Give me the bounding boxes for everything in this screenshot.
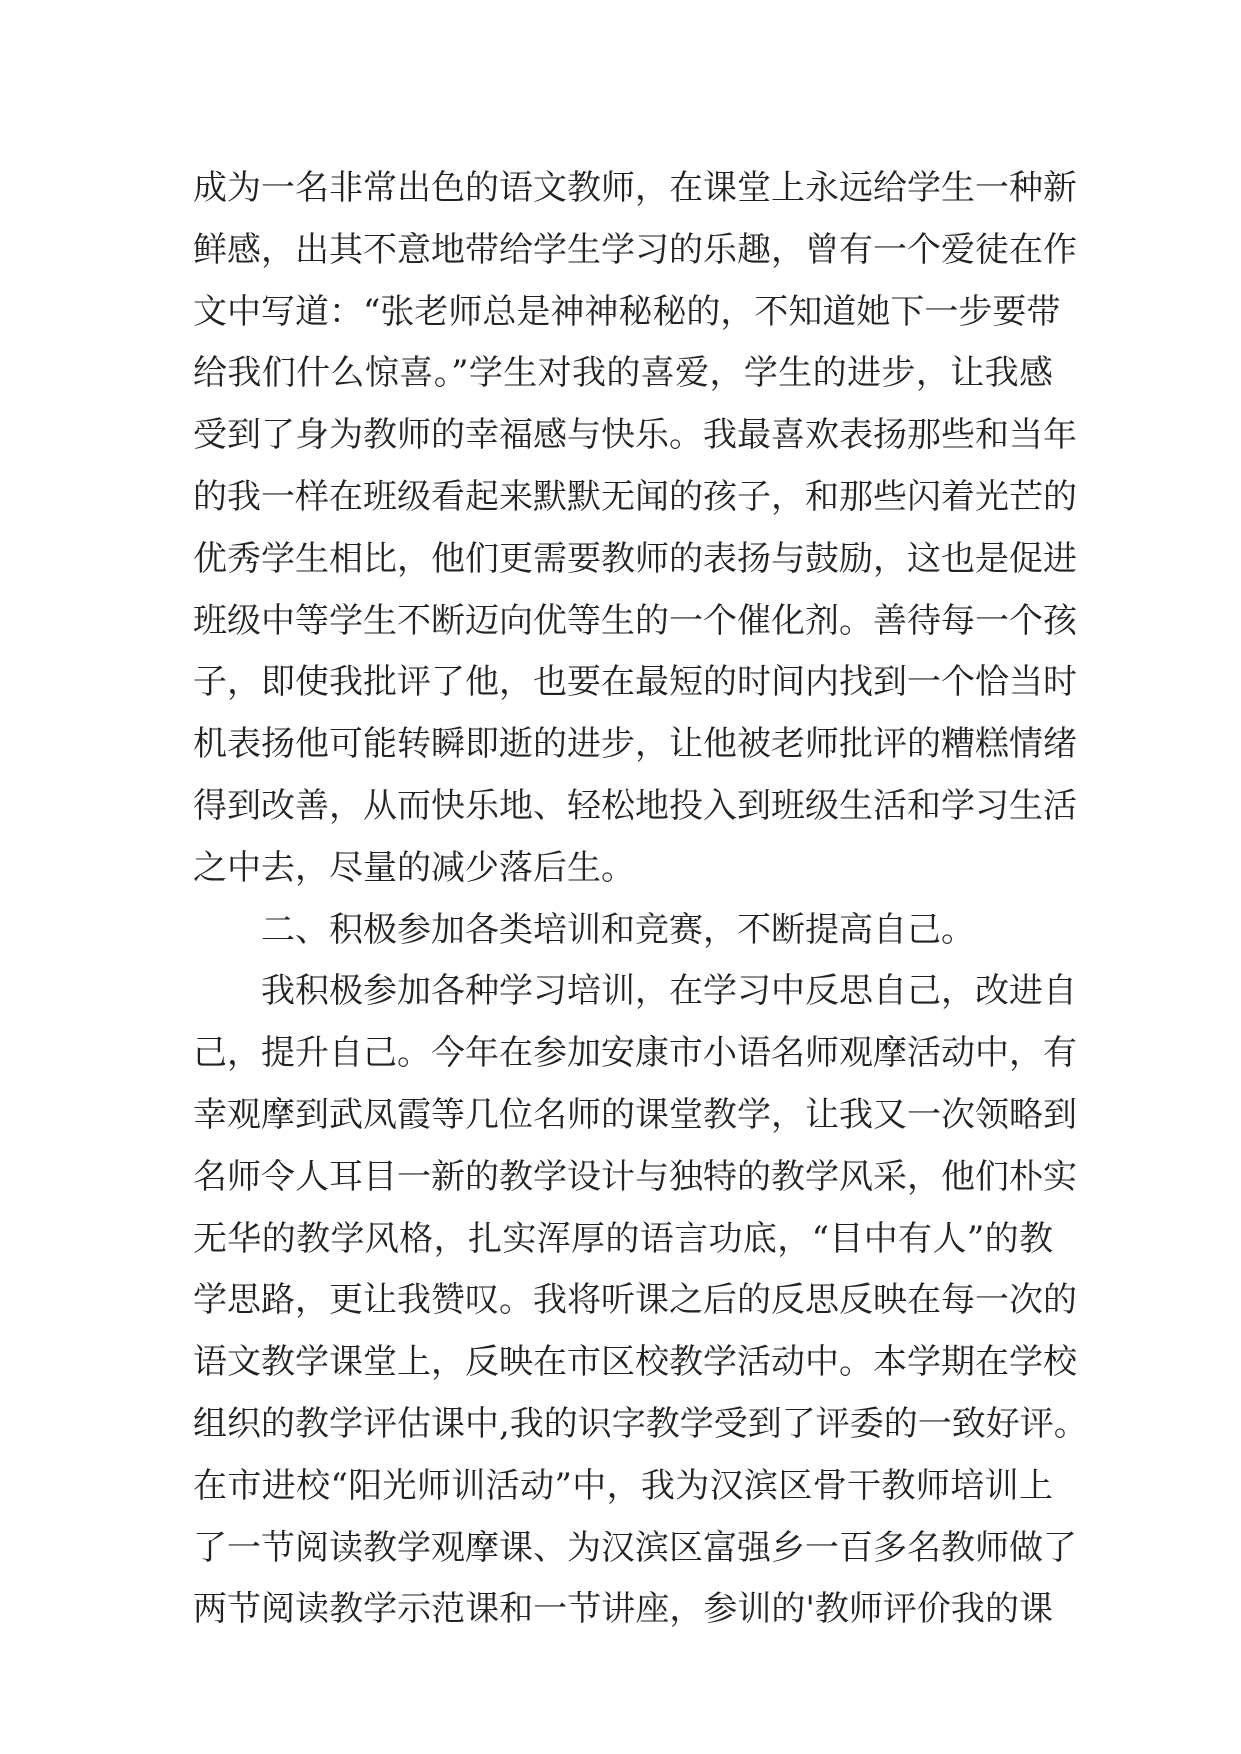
text-line: 的我一样在班级看起来默默无闻的孩子，和那些闪着光芒的 <box>193 476 1077 517</box>
text-line: 子，即使我批评了他，也要在最短的时间内找到一个恰当时 <box>193 662 1077 703</box>
text-line: 了一节阅读教学观摩课、为汉滨区富强乡一百多名教师做了 <box>193 1527 1077 1568</box>
text-line: 组织的教学评估课中,我的识字教学受到了评委的一致好评。 <box>193 1403 1088 1444</box>
text-line: 己，提升自己。今年在参加安康市小语名师观摩活动中，有 <box>193 1033 1077 1074</box>
text-line: 机表扬他可能转瞬即逝的进步，让他被老师批评的糟糕情绪 <box>193 724 1077 765</box>
document-body <box>193 158 1088 1641</box>
text-line: 受到了身为教师的幸福感与快乐。我最喜欢表扬那些和当年 <box>193 415 1077 456</box>
text-line: 给我们什么惊喜。”学生对我的喜爱，学生的进步，让我感 <box>193 353 1053 394</box>
text-line: 优秀学生相比，他们更需要教师的表扬与鼓励，这也是促进 <box>193 538 1077 579</box>
text-line: 幸观摩到武凤霞等几位名师的课堂教学，让我又一次领略到 <box>193 1094 1077 1135</box>
text-line: 我积极参加各种学习培训，在学习中反思自己，改进自 <box>261 971 1077 1012</box>
section-heading: 二、积极参加各类培训和竞赛，不断提高自己。 <box>261 909 975 950</box>
text-line: 两节阅读教学示范课和一节讲座，参训的'教师评价我的课 <box>193 1589 1053 1630</box>
text-line: 之中去，尽量的减少落后生。 <box>193 847 635 888</box>
text-line: 语文教学课堂上，反映在市区校教学活动中。本学期在学校 <box>193 1342 1077 1383</box>
text-line: 无华的教学风格，扎实浑厚的语言功底，“目中有人”的教 <box>193 1218 1053 1259</box>
text-line: 班级中等学生不断迈向优等生的一个催化剂。善待每一个孩 <box>193 600 1077 641</box>
text-line: 在市进校“阳光师训活动”中，我为汉滨区骨干教师培训上 <box>193 1465 1053 1506</box>
text-line: 文中写道：“张老师总是神神秘秘的，不知道她下一步要带 <box>193 291 1061 332</box>
text-line: 名师令人耳目一新的教学设计与独特的教学风采，他们朴实 <box>193 1156 1077 1197</box>
text-line: 鲜感，出其不意地带给学生学习的乐趣，曾有一个爱徒在作 <box>193 229 1077 270</box>
text-line: 得到改善，从而快乐地、轻松地投入到班级生活和学习生活 <box>193 785 1077 826</box>
text-line: 学思路，更让我赞叹。我将听课之后的反思反映在每一次的 <box>193 1280 1077 1321</box>
text-line: 成为一名非常出色的语文教师，在课堂上永远给学生一种新 <box>193 168 1077 208</box>
